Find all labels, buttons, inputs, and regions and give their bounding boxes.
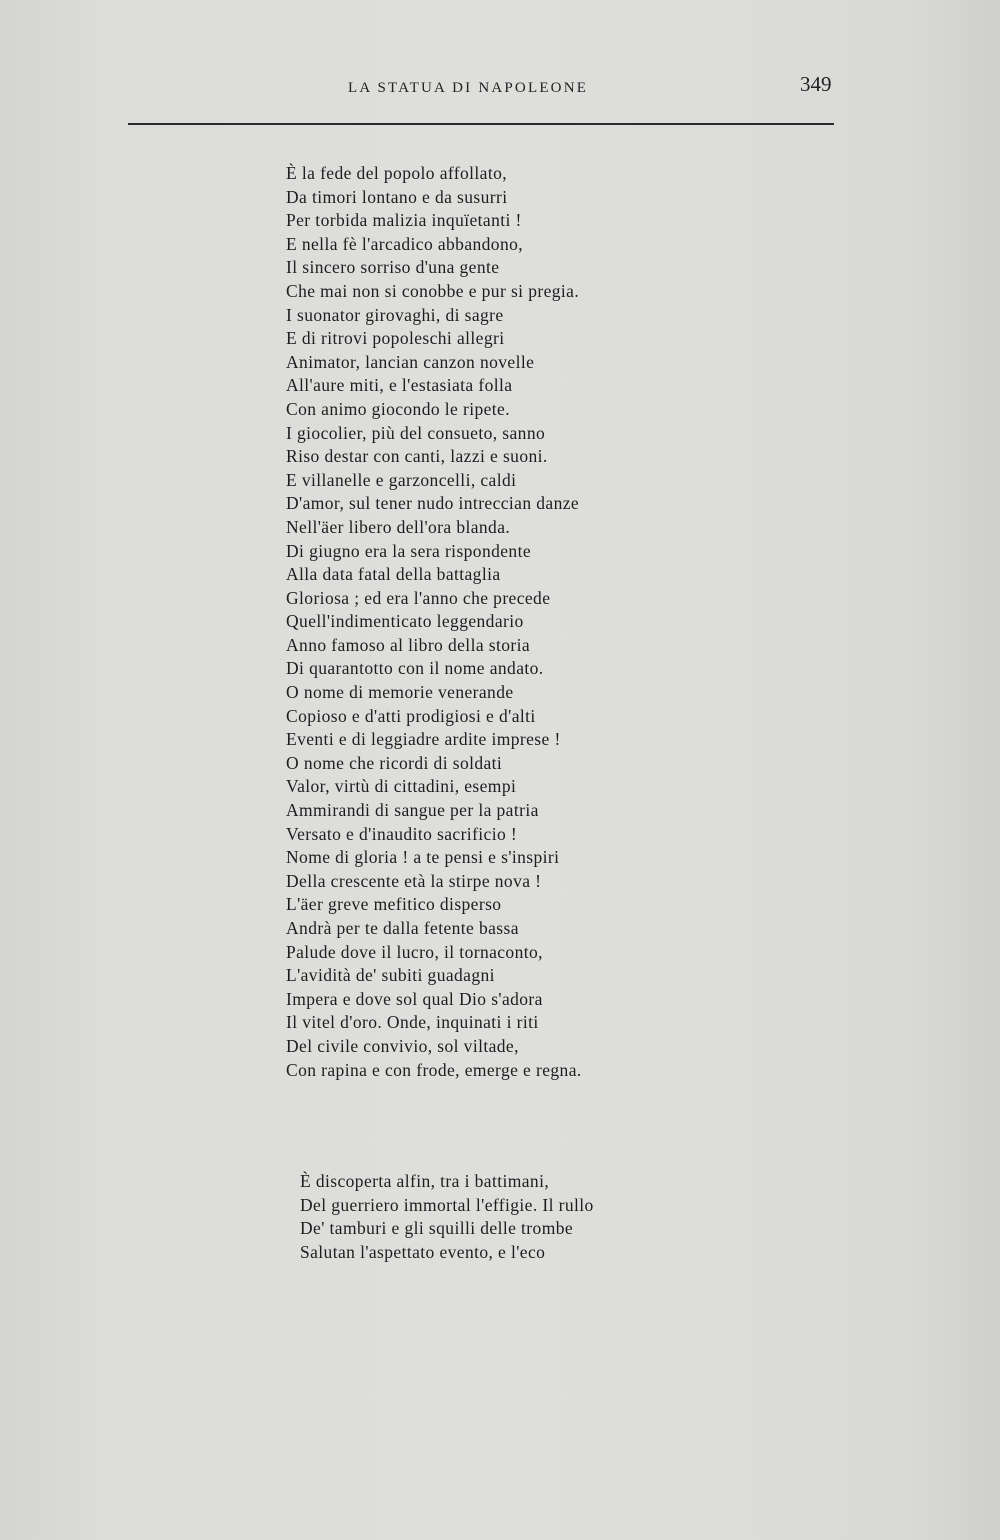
verse-line: Andrà per te dalla fetente bassa xyxy=(286,918,519,938)
verse-line: All'aure miti, e l'estasiata folla xyxy=(286,375,513,396)
verse-line: O nome che ricordi di soldati xyxy=(286,752,503,773)
verse-line: Animator, lancian canzon novelle xyxy=(286,351,535,372)
header-rule xyxy=(128,123,834,125)
verse-line: Del guerriero immortal l'effigie. Il rullo xyxy=(300,1194,594,1215)
verse-line: Gloriosa ; ed era l'anno che precede xyxy=(286,587,551,608)
verse-line: Versato e d'inaudito sacrificio ! xyxy=(286,823,518,844)
verse-line: Nell'äer libero dell'ora blanda. xyxy=(286,516,511,537)
verse-line: L'äer greve mefitico disperso xyxy=(286,894,502,915)
verse-line: Impera e dove sol qual Dio s'adora xyxy=(286,988,543,1009)
verse-line: O nome di memorie venerande xyxy=(286,682,514,703)
verse-line: E nella fè l'arcadico abbandono, xyxy=(286,233,524,254)
verse-line: Eventi e di leggiadre ardite imprese ! xyxy=(286,729,561,750)
verse-line: E villanelle e garzoncelli, caldi xyxy=(286,469,517,490)
verse-line: Da timori lontano e da susurri xyxy=(286,186,508,207)
verse-line: I giocolier, più del consueto, sanno xyxy=(286,422,546,443)
verse-line: De' tamburi e gli squilli delle trombe xyxy=(300,1218,574,1239)
verse-line: Del civile convivio, sol viltade, xyxy=(286,1035,519,1056)
verse-line: È la fede del popolo affollato, xyxy=(286,163,508,183)
verse-line: Copioso e d'atti prodigiosi e d'alti xyxy=(286,705,536,726)
verse-line: Il sincero sorriso d'una gente xyxy=(286,257,500,278)
verse-line: E di ritrovi popoleschi allegri xyxy=(286,328,505,349)
verse-line: Che mai non si conobbe e pur si pregia. xyxy=(286,280,580,301)
verse-line: Con animo giocondo le ripete. xyxy=(286,398,510,419)
verse-line: Della crescente età la stirpe nova ! xyxy=(286,870,542,891)
verse-line: Con rapina e con frode, emerge e regna. xyxy=(286,1059,582,1080)
verse-line: Il vitel d'oro. Onde, inquinati i riti xyxy=(286,1012,539,1033)
verse-line: D'amor, sul tener nudo intreccian danze xyxy=(286,493,580,514)
verse-line: L'avidità de' subiti guadagni xyxy=(286,965,495,986)
verse-line: Per torbida malizia inquïetanti ! xyxy=(286,210,522,231)
stanza-2 xyxy=(300,1170,594,1264)
verse-line: Ammirandi di sangue per la patria xyxy=(286,800,539,821)
verse-line: È discoperta alfin, tra i battimani, xyxy=(300,1171,550,1191)
running-title: LA STATUA DI NAPOLEONE xyxy=(348,80,589,96)
page-number: 349 xyxy=(800,72,832,96)
verse-line: Valor, virtù di cittadini, esempi xyxy=(286,776,517,797)
verse-line: Salutan l'aspettato evento, e l'eco xyxy=(300,1241,546,1262)
verse-line: Quell'indimenticato leggendario xyxy=(286,611,524,632)
verse-line: I suonator girovaghi, di sagre xyxy=(286,304,504,325)
stanza-1 xyxy=(286,162,582,1082)
verse-line: Di giugno era la sera rispondente xyxy=(286,540,531,561)
verse-line: Riso destar con canti, lazzi e suoni. xyxy=(286,446,548,467)
verse-line: Alla data fatal della battaglia xyxy=(286,564,501,585)
verse-line: Anno famoso al libro della storia xyxy=(286,634,531,655)
verse-line: Nome di gloria ! a te pensi e s'inspiri xyxy=(286,847,560,868)
verse-line: Di quarantotto con il nome andato. xyxy=(286,658,544,679)
verse-line: Palude dove il lucro, il tornaconto, xyxy=(286,941,543,962)
